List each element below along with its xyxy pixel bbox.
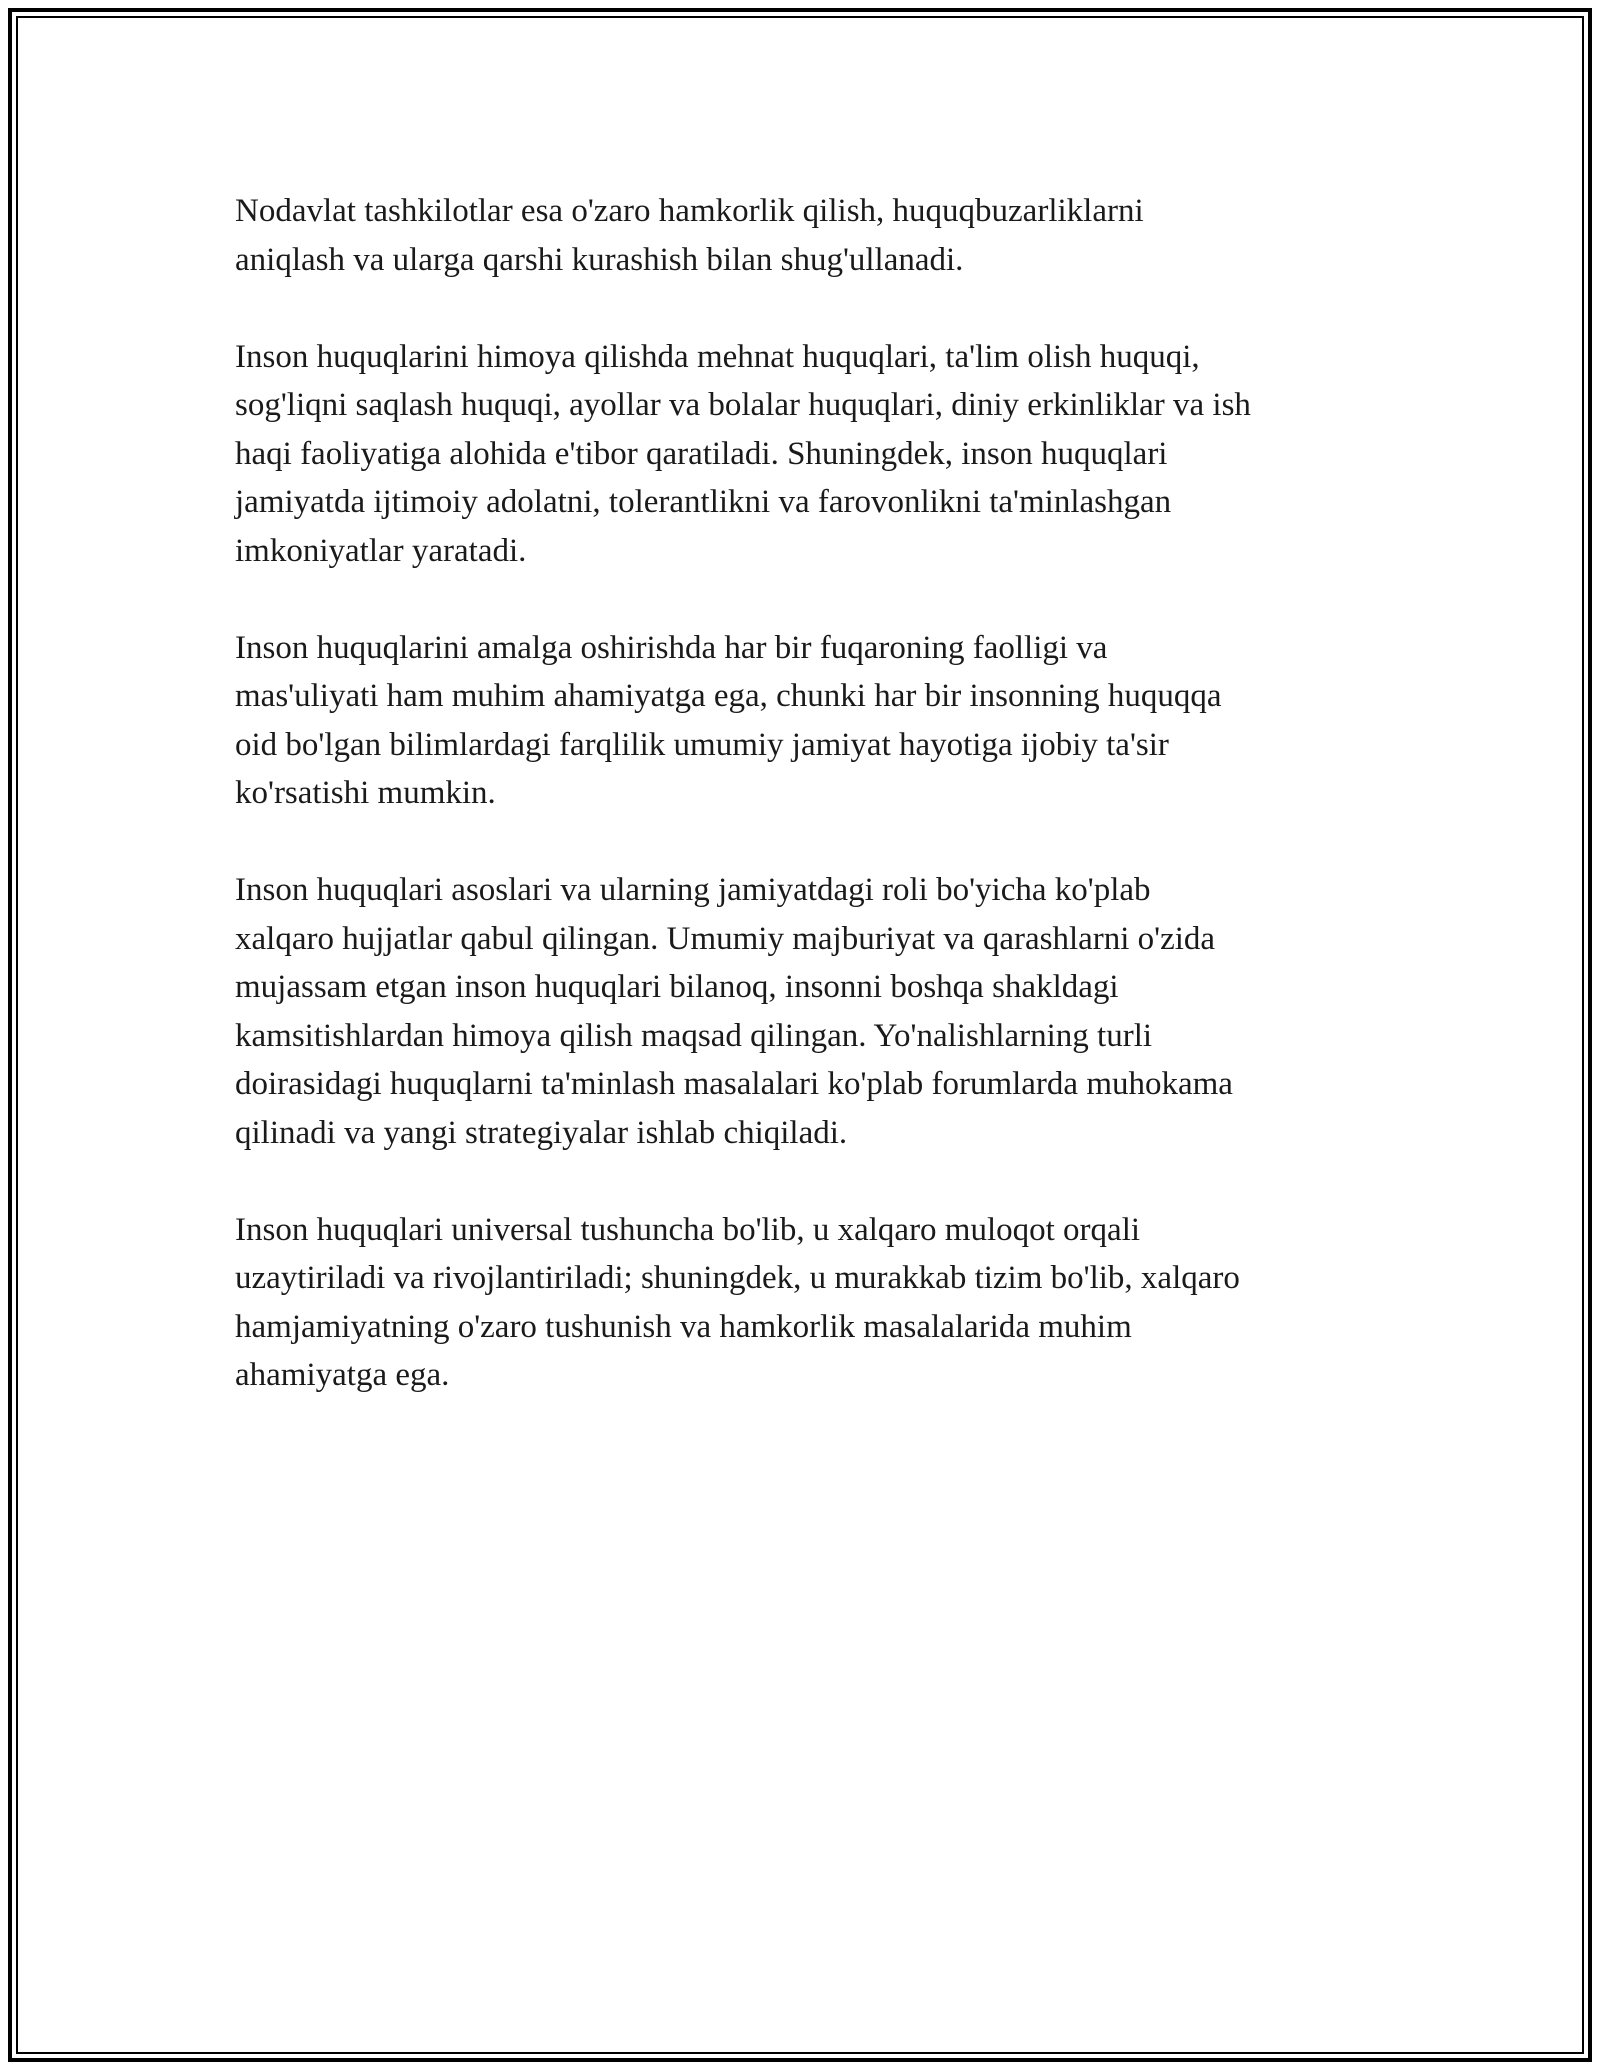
text-line: aniqlash va ularga qarshi kurashish bilan shug'ullanadi. — [235, 241, 964, 278]
paragraph-1 — [235, 187, 1375, 284]
text-line: qilinadi va yangi strategiyalar ishlab chiqiladi. — [235, 1114, 848, 1151]
paragraph-2 — [235, 333, 1375, 576]
text-line: haqi faoliyatiga alohida e'tibor qaratiladi. Shuningdek, inson huquqlari — [235, 435, 1168, 472]
paragraph-4 — [235, 866, 1375, 1157]
text-line: Inson huquqlarini amalga oshirishda har bir fuqaroning faolligi va — [235, 629, 1108, 666]
text-line: Inson huquqlari asoslari va ularning jamiyatdagi roli bo'yicha ko'plab — [235, 872, 1151, 908]
text-line: uzaytiriladi va rivojlantiriladi; shuningdek, u murakkab tizim bo'lib, xalqaro — [235, 1260, 1240, 1296]
text-line: doirasidagi huquqlarni ta'minlash masalalari ko'plab forumlarda muhokama — [235, 1066, 1233, 1102]
text-line: kamsitishlardan himoya qilish maqsad qilingan. Yo'nalishlarning turli — [235, 1017, 1153, 1054]
text-line: ahamiyatga ega. — [235, 1357, 450, 1393]
text-line: mas'uliyati ham muhim ahamiyatga ega, chunki har bir insonning huquqqa — [235, 678, 1222, 714]
text-line: Inson huquqlarini himoya qilishda mehnat huquqlari, ta'lim olish huquqi, — [235, 338, 1200, 375]
text-line: oid bo'lgan bilimlardagi farqlilik umumiy jamiyat hayotiga ijobiy ta'sir — [235, 726, 1169, 763]
text-line: mujassam etgan inson huquqlari bilanoq, insonni boshqa shakldagi — [235, 969, 1119, 1005]
text-line: hamjamiyatning o'zaro tushunish va hamkorlik masalalarida muhim — [235, 1308, 1132, 1345]
text-line: xalqaro hujjatlar qabul qilingan. Umumiy majburiyat va qarashlarni o'zida — [235, 920, 1216, 957]
text-line: ko'rsatishi mumkin. — [235, 775, 496, 811]
text-line: sog'liqni saqlash huquqi, ayollar va bolalar huquqlari, diniy erkinliklar va ish — [235, 387, 1251, 423]
paragraph-3 — [235, 624, 1375, 818]
document-body — [235, 187, 1375, 1448]
paragraph-5 — [235, 1206, 1375, 1400]
text-line: jamiyatda ijtimoiy adolatni, tolerantlikni va farovonlikni ta'minlashgan — [235, 484, 1172, 520]
text-line: Nodavlat tashkilotlar esa o'zaro hamkorlik qilish, huquqbuzarliklarni — [235, 193, 1144, 229]
text-line: Inson huquqlari universal tushuncha bo'lib, u xalqaro muloqot orqali — [235, 1211, 1141, 1248]
text-line: imkoniyatlar yaratadi. — [235, 532, 527, 569]
